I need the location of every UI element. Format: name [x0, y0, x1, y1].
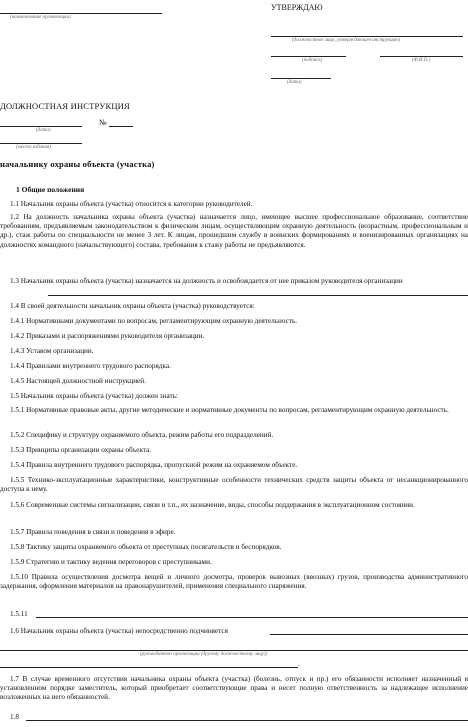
paragraph-1-5-10: 1.5.10 Правила осуществления досмотра вещей и личного досмотра, проверок вывозных (ввозных) грузов, производства административного задержания, оформления материалов на правонарушителей, применения специального снаряжения. [0, 573, 468, 591]
paragraph-1-8: 1.8 [10, 713, 19, 721]
paragraph-1-5-4: 1.5.4 Правила внутреннего трудового распорядка, пропускной режим на охраняемом объекте. [10, 461, 298, 469]
paragraph-1-5: 1.5 Начальник охраны объекта (участка) должен знать: [10, 392, 178, 400]
organization-name-caption: (наименование организации) [10, 15, 71, 20]
document-date-caption: (дата) [36, 128, 51, 133]
paragraph-1-4-5: 1.4.5 Настоящей должностной инструкцией. [10, 377, 146, 385]
paragraph-1-5-8: 1.5.8 Тактику защиты охраняемого объекта от преступных посягательств и беспорядков. [10, 543, 282, 551]
paragraph-1-3-fill-line [48, 295, 468, 296]
paragraph-1-1: 1.1 Начальник охраны объекта (участка) относится к категории руководителей. [10, 200, 253, 208]
paragraph-1-5-3: 1.5.3 Принципы организации охраны объекта. [10, 446, 152, 454]
paragraph-1-6-fill-line [270, 634, 468, 635]
organization-name-line [0, 13, 162, 14]
number-sign: № [99, 118, 107, 127]
paragraph-1-4-1: 1.4.1 Нормативными документами по вопросам, регламентирующим охранную деятельность. [10, 317, 298, 325]
paragraph-1-6: 1.6 Начальник охраны объекта (участка) непосредственно подчиняется [10, 627, 228, 635]
paragraph-1-3: 1.3 Начальник охраны объекта (участка) назначается на должность и освобождается от нее приказом руководителя организации [10, 277, 403, 285]
fio-line [380, 56, 463, 57]
subordination-line [0, 650, 468, 651]
approver-position-line [271, 36, 463, 37]
paragraph-1-5-2: 1.5.2 Специфику и структуру охраняемого объекта, режим работы его подразделений. [10, 431, 274, 439]
paragraph-1-8-fill-line [26, 720, 468, 721]
document-date-line [0, 126, 82, 127]
paragraph-1-5-5: 1.5.5 Технико-эксплуатационные характеристики, конструктивные особенности технических средств защиты объекта от несанкционированного доступа к нему. [0, 476, 468, 494]
signature-caption: (подпись) [302, 58, 323, 63]
document-number-line [109, 126, 133, 127]
subordination-second-line [0, 667, 298, 668]
place-of-issue-line [0, 143, 82, 144]
approver-position-caption: (должностное лицо, утверждающее инструкцию) [292, 38, 401, 43]
section-heading: 1 Общие положения [16, 185, 85, 194]
paragraph-1-4-3: 1.4.3 Уставом организации. [10, 347, 94, 355]
paragraph-1-4-4: 1.4.4 Правилами внутреннего трудового распорядка. [10, 362, 171, 370]
subordination-period: . [298, 660, 300, 668]
paragraph-1-7: 1.7 В случае временного отсутствия начальника охраны объекта (участка) (болезнь, отпуск и пр.) его обязанности исполняет назначенный в установленном порядке заместитель, который приобретает соответствующие права и несет полную ответственность за надлежащее исполнение возложенных на него обязанностей. [0, 675, 468, 702]
paragraph-1-5-11-fill-line [36, 617, 468, 618]
subordination-caption: (руководителю организации (другому должностному лицу)) [140, 652, 268, 657]
paragraph-1-5-1: 1.5.1 Нормативные правовые акты, другие методические и нормативные документы по вопросам, регламентирующим охранную деятельность. [10, 406, 449, 414]
paragraph-1-5-11: 1.5.11 [10, 610, 28, 618]
approval-date-line [271, 78, 331, 79]
paragraph-1-2: 1.2 На должность начальника охраны объекта (участка) назначается лицо, имеющее высшее профессиональное образование, соответствие требованиям, предъявляемым законодательством к физическим лицам, осуществляющим охранную деятельность (возрастным, профессиональным и др.), стаж работы по специальности не менее 3 лет. К лицам, прошедшим службу в воинских формированиях и военизированных организациях на должностях командного (начальствующего) состава, требования к стажу работы не предъявляются. [0, 213, 468, 249]
signature-line [271, 56, 346, 57]
fio-caption: (Ф.И.О.) [412, 58, 431, 63]
document-title: ДОЛЖНОСТНАЯ ИНСТРУКЦИЯ [0, 101, 130, 111]
paragraph-1-4-2: 1.4.2 Приказами и распоряжениями руководителя организации. [10, 332, 205, 340]
approve-heading: УТВЕРЖДАЮ [271, 3, 323, 12]
paragraph-1-5-7: 1.5.7 Правила поведения в связи и поведения в эфире. [10, 528, 176, 536]
approval-date-caption: (дата) [287, 80, 302, 85]
paragraph-1-4: 1.4 В своей деятельности начальник охраны объекта (участка) руководствуется: [10, 302, 255, 310]
paragraph-1-5-9: 1.5.9 Стратегию и тактику ведения переговоров с преступниками. [10, 558, 212, 566]
document-subject: начальнику охраны объекта (участка) [0, 159, 155, 169]
place-of-issue-caption: (место издания) [16, 145, 51, 150]
paragraph-1-5-6: 1.5.6 Современные системы сигнализации, связи и т.п., их назначение, виды, способы поддержания в эксплуатационном состоянии. [10, 501, 415, 509]
